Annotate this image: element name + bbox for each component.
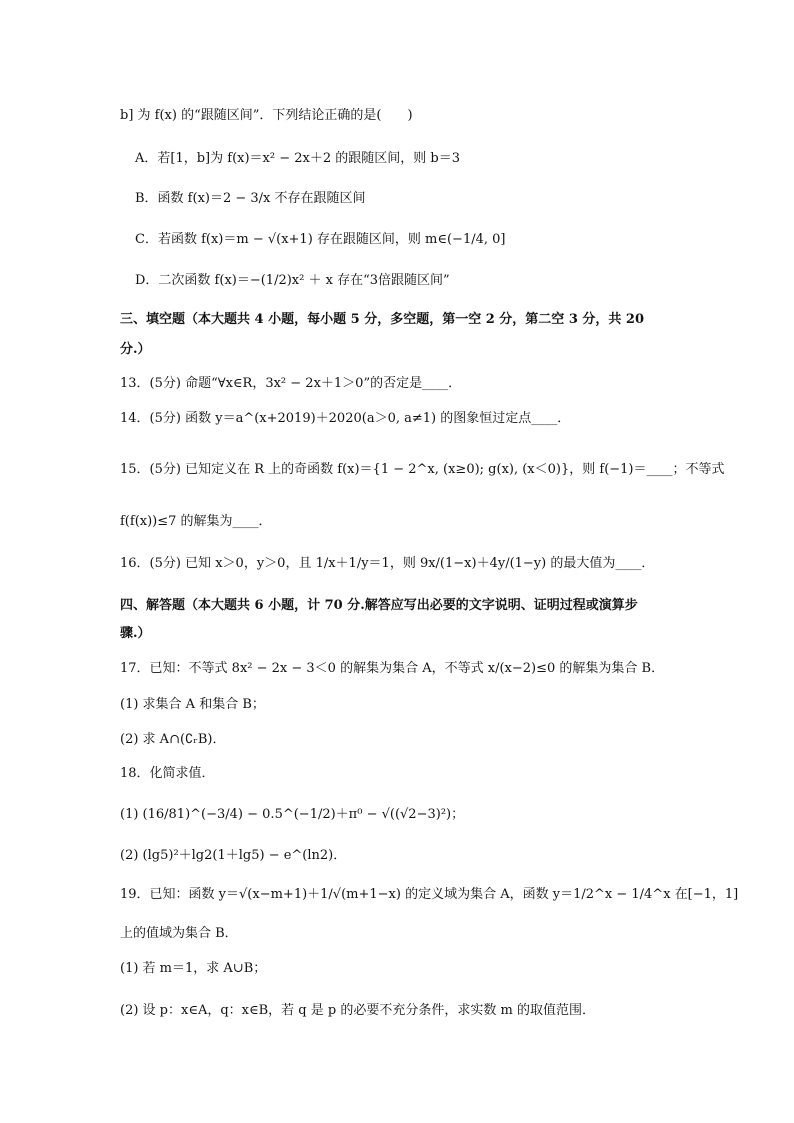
question-17-part-2: (2) 求 A∩(∁ᵣB)． xyxy=(120,732,226,747)
question-17-part-1: (1) 求集合 A 和集合 B； xyxy=(120,697,265,712)
question-15: 15．(5分) 已知定义在 R 上的奇函数 f(x)＝{1 − 2^x, (x≥0); g(x), (x＜0)}，则 f(−1)＝____；不等式 xyxy=(120,462,725,477)
section-3-heading-cont: 分.） xyxy=(120,342,151,357)
section-4-heading-cont: 骤.） xyxy=(120,626,151,641)
question-16: 16．(5分) 已知 x＞0，y＞0，且 1/x＋1/y＝1，则 9x/(1−x)＋4y/(1−y) 的最大值为____． xyxy=(120,556,655,571)
question-12-stem-continued: b] 为 f(x) 的“跟随区间”．下列结论正确的是( ) xyxy=(120,108,413,123)
section-3-heading: 三、填空题（本大题共 4 小题，每小题 5 分，多空题，第一空 2 分，第二空 3 分，共 20 xyxy=(120,312,645,327)
question-18-part-2: (2) (lg5)²＋lg2(1＋lg5) − e^(ln2)． xyxy=(120,848,347,863)
section-4-heading: 四、解答题（本大题共 6 小题，计 70 分.解答应写出必要的文字说明、证明过程或演算步 xyxy=(120,598,638,613)
question-19-part-1: (1) 若 m＝1，求 A∪B； xyxy=(120,961,267,976)
question-18-stem: 18．化简求值． xyxy=(120,766,215,781)
question-19-part-2: (2) 设 p：x∈A，q：x∈B，若 q 是 p 的必要不充分条件，求实数 m 的取值范围． xyxy=(120,1003,595,1018)
option-d: D．二次函数 f(x)＝−(1/2)x² ＋ x 存在“3倍跟随区间” xyxy=(135,273,450,288)
question-15-cont: f(f(x))≤7 的解集为____． xyxy=(120,514,272,529)
question-19-stem-cont: 上的值域为集合 B． xyxy=(120,926,238,941)
question-14: 14．(5分) 函数 y＝a^(x+2019)＋2020(a＞0, a≠1) 的图象恒过定点____． xyxy=(120,411,571,426)
option-b: B．函数 f(x)＝2 − 3/x 不存在跟随区间 xyxy=(135,191,366,206)
question-18-part-1: (1) (16/81)^(−3/4) − 0.5^(−1/2)＋π⁰ − √((√2−3)²)； xyxy=(120,807,465,822)
question-13: 13．(5分) 命题“∀x∈R，3x² − 2x＋1＞0”的否定是____． xyxy=(120,376,462,391)
question-19-stem: 19．已知：函数 y＝√(x−m+1)＋1/√(m+1−x) 的定义域为集合 A，函数 y＝1/2^x − 1/4^x 在[−1，1] xyxy=(120,887,739,902)
option-c: C．若函数 f(x)＝m − √(x+1) 存在跟随区间，则 m∈(−1/4, 0] xyxy=(135,232,506,247)
question-17-stem: 17．已知：不等式 8x² − 2x − 3＜0 的解集为集合 A，不等式 x/(x−2)≤0 的解集为集合 B． xyxy=(120,661,665,676)
option-a: A．若[1，b]为 f(x)＝x² − 2x＋2 的跟随区间，则 b＝3 xyxy=(135,151,460,166)
